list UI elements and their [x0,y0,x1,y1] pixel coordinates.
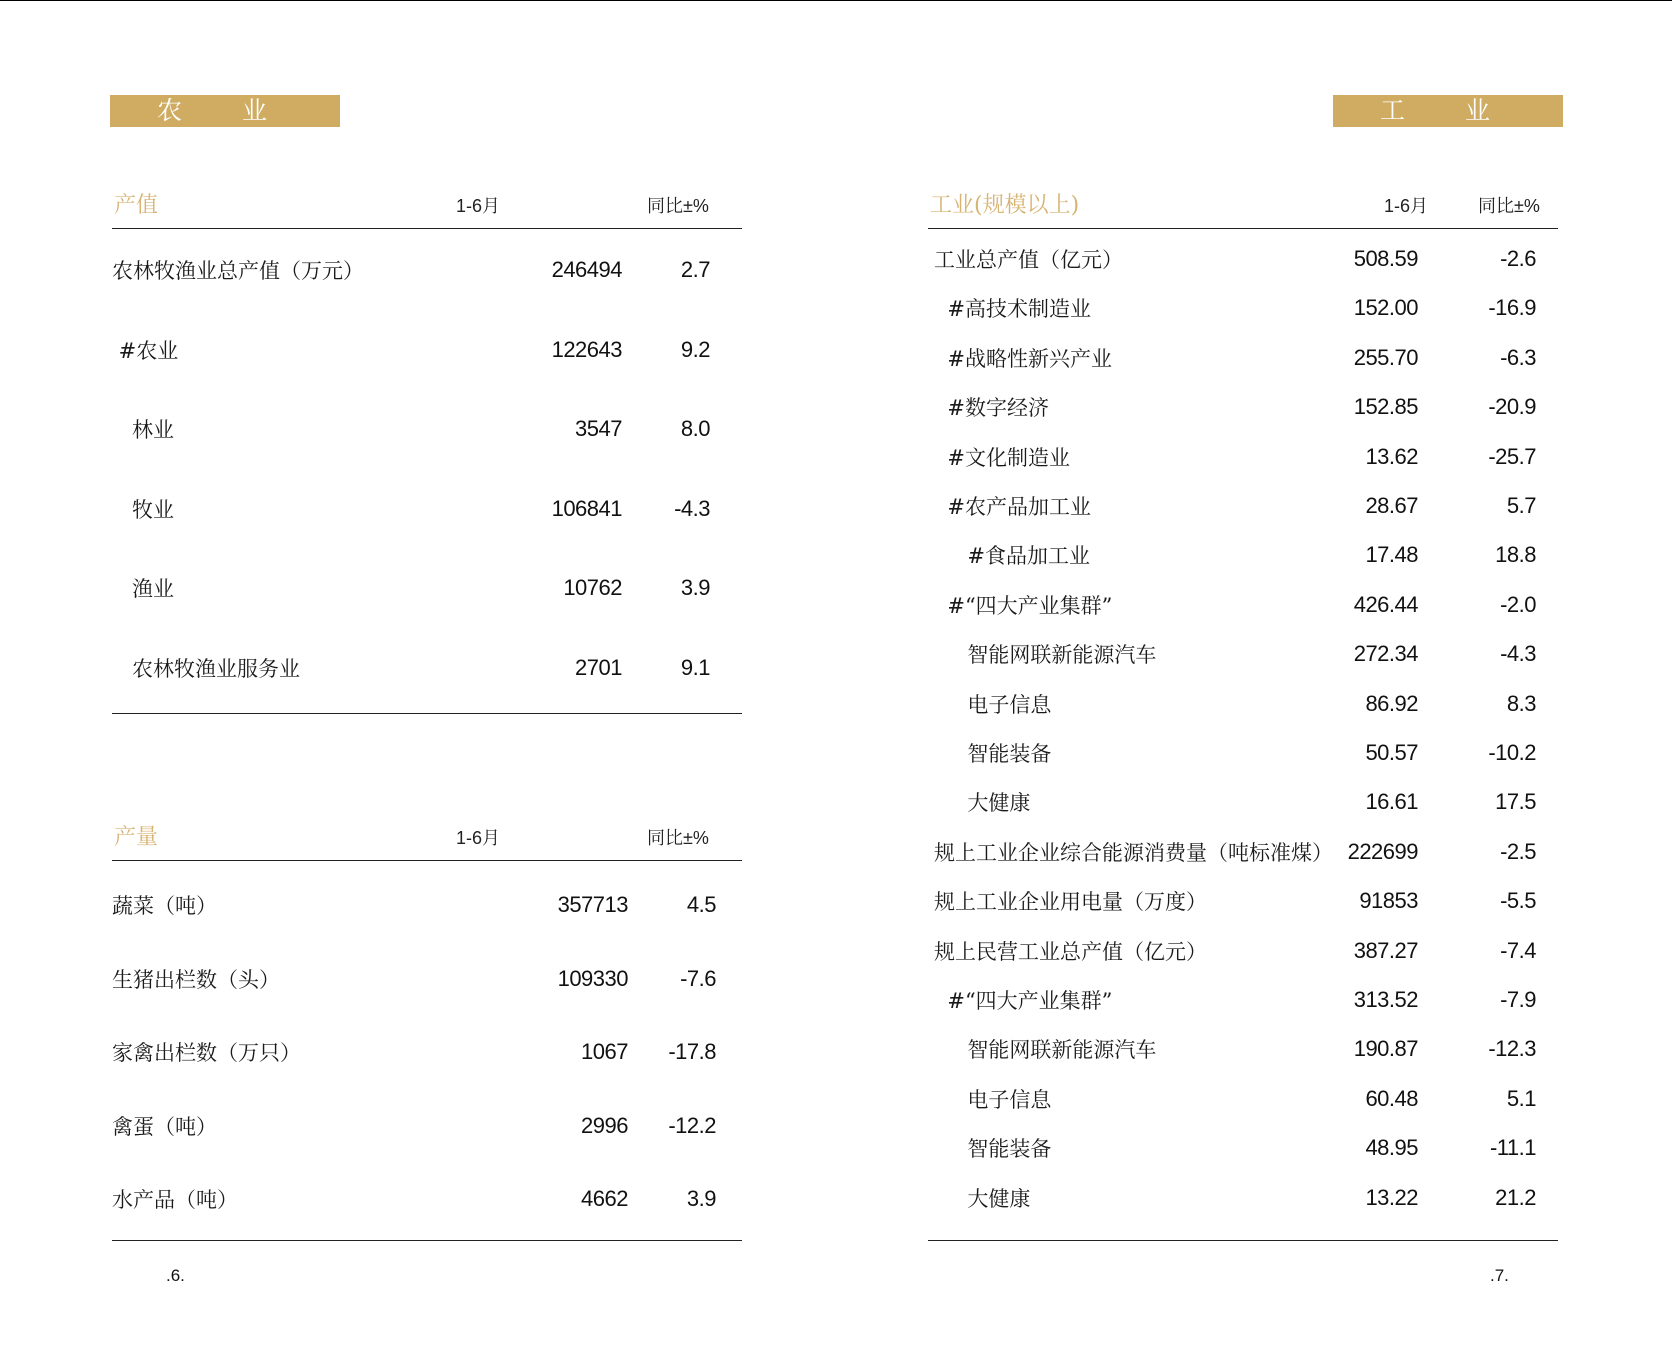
row-value: 246494 [551,257,622,282]
industry-bottom-rule [928,1240,1558,1241]
row-value: 86.92 [1365,690,1418,716]
row-yoy: 21.2 [1495,1184,1536,1210]
row-label: 林业 [112,418,175,442]
row-value: 13.62 [1365,443,1418,469]
table-row [934,491,1558,525]
row-yoy: 18.8 [1495,542,1536,568]
row-value: 426.44 [1353,591,1418,617]
row-yoy: -12.3 [1488,1036,1536,1062]
row-label: 农林牧渔业总产值（万元） [112,259,364,283]
row-value: 222699 [1347,838,1418,864]
row-value: 106841 [551,495,622,521]
row-label: 智能网联新能源汽车 [934,1038,1157,1063]
row-yoy: 8.3 [1506,690,1536,716]
row-yoy: 5.1 [1506,1085,1536,1111]
table-row [934,985,1558,1019]
row-value: 10762 [563,575,622,600]
table-row [934,787,1558,821]
row-yoy: -17.8 [668,1039,716,1064]
row-label: 规上工业企业综合能源消费量（吨标准煤） [934,840,1333,865]
row-value: 357713 [557,892,628,917]
row-label: #食品加工业 [934,544,1090,569]
row-yoy: 17.5 [1495,789,1536,815]
table-row [934,1133,1558,1167]
row-label: 规上民营工业总产值（亿元） [934,939,1207,964]
row-value: 109330 [557,965,628,991]
industry-header [928,188,1558,229]
row-label: 牧业 [112,497,175,522]
row-label: 大健康 [934,791,1031,816]
row-label: 智能装备 [934,742,1052,766]
industry-col-period: 1-6月 [1384,196,1429,216]
row-yoy: 9.2 [680,336,710,362]
row-label: 电子信息 [934,1087,1052,1112]
row-label: 蔬菜（吨） [112,894,217,918]
table-row [934,590,1558,624]
production-bottom-rule [112,1240,742,1241]
row-label: 电子信息 [934,692,1052,717]
row-label: #农产品加工业 [934,495,1091,519]
row-yoy: -10.2 [1488,740,1536,765]
row-yoy: 2.7 [680,257,710,282]
table-row [934,738,1558,772]
row-label: #“四大产业集群” [934,989,1113,1013]
row-yoy: -4.3 [1500,641,1536,667]
row-label: #农业 [112,338,179,363]
row-label: 渔业 [112,577,175,601]
row-value: 313.52 [1353,987,1418,1012]
row-yoy: -4.3 [674,495,710,521]
row-value: 48.95 [1365,1135,1418,1161]
row-value: 508.59 [1353,246,1418,271]
table-row [112,1111,742,1145]
row-value: 60.48 [1365,1085,1418,1111]
output-value-title: 产值 [114,193,159,218]
output-value-bottom-rule [112,713,742,714]
industry-banner: 工 业 [1333,95,1563,127]
row-value: 272.34 [1353,641,1418,667]
row-label: #高技术制造业 [934,297,1091,322]
page-number-right: .7. [1490,1266,1509,1285]
row-yoy: 5.7 [1506,493,1536,518]
row-yoy: -7.4 [1500,937,1536,963]
row-label: 水产品（吨） [112,1188,238,1212]
row-yoy: -5.5 [1500,888,1536,914]
row-yoy: -2.5 [1500,838,1536,864]
table-row [112,573,742,607]
industry-col-yoy: 同比±% [1478,196,1540,216]
row-label: 农林牧渔业服务业 [112,656,301,681]
row-label: 生猪出栏数（头） [112,967,280,992]
table-row [934,639,1558,673]
row-yoy: 4.5 [686,892,716,917]
table-row [934,244,1558,278]
row-value: 4662 [581,1186,628,1211]
table-row [934,1084,1558,1118]
row-value: 28.67 [1365,493,1418,518]
row-label: 家禽出栏数（万只） [112,1041,301,1065]
table-row [112,255,742,289]
row-yoy: -16.9 [1488,295,1536,321]
table-row [934,392,1558,426]
table-row [934,689,1558,723]
row-yoy: -7.9 [1500,987,1536,1012]
row-value: 152.00 [1353,295,1418,321]
output-value-col-yoy: 同比±% [647,196,709,216]
table-row [112,494,742,528]
row-value: 255.70 [1353,344,1418,370]
table-row [112,335,742,369]
row-value: 122643 [551,336,622,362]
table-row [112,414,742,448]
right-page [836,0,1672,1353]
row-yoy: 9.1 [680,654,710,680]
row-label: 智能网联新能源汽车 [934,643,1157,668]
row-label: 禽蛋（吨） [112,1114,217,1139]
production-col-yoy: 同比±% [647,828,709,848]
row-value: 3547 [575,416,622,441]
row-value: 152.85 [1353,394,1418,420]
table-row [934,540,1558,574]
table-row [112,964,742,998]
row-yoy: -20.9 [1488,394,1536,420]
row-value: 1067 [581,1039,628,1064]
row-label: #文化制造业 [934,445,1070,470]
row-value: 91853 [1359,888,1418,914]
production-header [112,820,742,861]
table-row [934,837,1558,871]
row-value: 2996 [581,1112,628,1138]
table-row [934,1183,1558,1217]
table-row [934,293,1558,327]
table-row [934,1034,1558,1068]
row-yoy: -6.3 [1500,344,1536,370]
row-yoy: -12.2 [668,1112,716,1138]
table-row [934,442,1558,476]
row-label: 大健康 [934,1186,1031,1211]
row-value: 13.22 [1365,1184,1418,1210]
row-label: 规上工业企业用电量（万度） [934,890,1207,915]
agriculture-banner: 农 业 [110,95,340,127]
row-value: 16.61 [1365,789,1418,815]
table-row [934,936,1558,970]
table-row [112,890,742,924]
page-number-left: .6. [166,1266,185,1285]
row-yoy: 8.0 [680,416,710,441]
row-yoy: -25.7 [1488,443,1536,469]
table-row [112,653,742,687]
row-yoy: -2.6 [1500,246,1536,271]
row-label: 智能装备 [934,1137,1052,1162]
row-yoy: 3.9 [680,575,710,600]
table-row [112,1184,742,1218]
row-value: 2701 [575,654,622,680]
row-yoy: 3.9 [686,1186,716,1211]
output-value-col-period: 1-6月 [456,196,501,216]
row-value: 50.57 [1365,740,1418,765]
row-value: 387.27 [1353,937,1418,963]
row-value: 190.87 [1353,1036,1418,1062]
row-label: #数字经济 [934,396,1049,421]
row-yoy: -11.1 [1489,1135,1536,1161]
table-row [112,1037,742,1071]
row-yoy: -7.6 [680,965,716,991]
table-row [934,343,1558,377]
output-value-header [112,188,742,229]
row-value: 17.48 [1365,542,1418,568]
row-label: #战略性新兴产业 [934,346,1112,371]
row-label: #“四大产业集群” [934,593,1113,618]
production-title: 产量 [114,825,159,850]
industry-title: 工业(规模以上) [930,193,1080,218]
row-label: 工业总产值（亿元） [934,248,1123,272]
production-col-period: 1-6月 [456,828,501,848]
row-yoy: -2.0 [1500,591,1536,617]
table-row [934,886,1558,920]
